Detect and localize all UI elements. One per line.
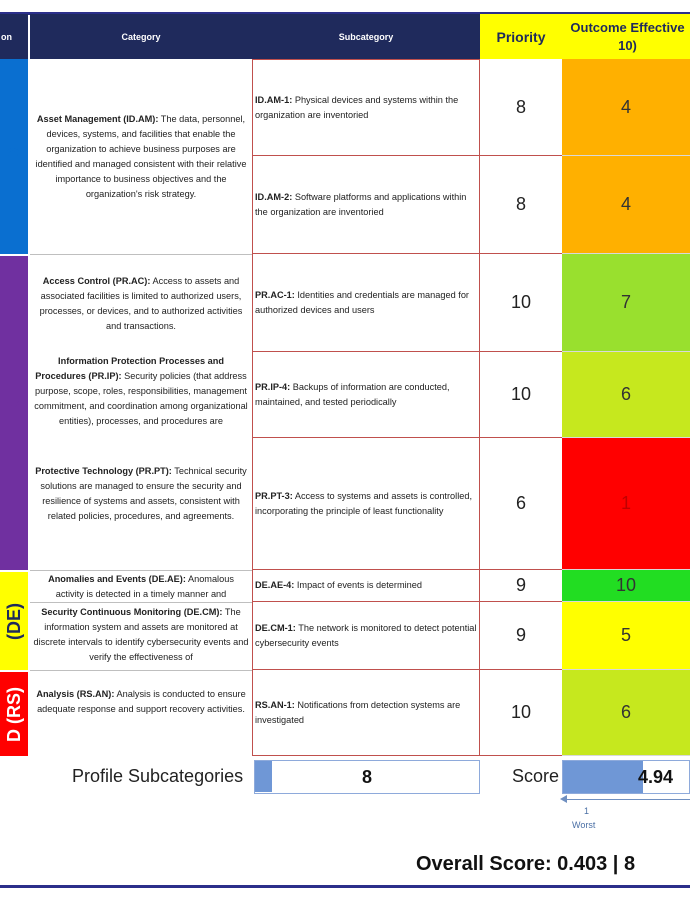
header-subcategory-label: Subcategory (338, 31, 394, 42)
subcategory-pr-ac-1 (252, 254, 480, 352)
category-de-cm (30, 603, 252, 670)
category-text: Analysis is conducted to ensure adequate response and support recovery activities. (37, 689, 246, 714)
subcategory-code: PR.AC-1: (255, 289, 295, 300)
category-text: Technical security solutions are managed to ensure the security and resilience of systems and assets, consistent with related policies, procedures, and agreements. (40, 466, 247, 521)
outcome-id-am-1 (562, 59, 690, 156)
outcome-value: 6 (620, 384, 631, 404)
header-priority (480, 14, 562, 59)
outcome-value: 4 (620, 96, 631, 117)
profile-subcategories-value (254, 760, 480, 794)
header-category (30, 14, 252, 59)
subcategory-pr-pt-3 (252, 438, 480, 570)
function-label-respond: D (RS) (3, 686, 24, 742)
category-pr-pt (30, 460, 252, 570)
header-outcome-label: Outcome Effective 10) (570, 19, 685, 53)
priority-pr-ip-4 (480, 352, 562, 438)
category-title: Analysis (RS.AN): (36, 689, 115, 699)
category-pr-ac (30, 256, 252, 352)
category-text: Security policies (that address purpose, scope, roles, responsibilities, management commitment, and coordination among organizational entities), processes, and procedures are (34, 371, 248, 426)
category-title: Asset Management (ID.AM): (36, 113, 159, 124)
subcategory-code: RS.AN-1: (255, 699, 295, 710)
subcategory-pr-ip-4 (252, 352, 480, 438)
scale-min: 1 (584, 806, 590, 816)
profile-value-text: 8 (361, 766, 372, 787)
priority-rs-an-1 (480, 670, 562, 756)
subcategory-code: DE.AE-4: (255, 580, 295, 590)
category-rs-an (30, 671, 252, 756)
scale-min-label: Worst (572, 820, 596, 830)
header-function (0, 14, 28, 59)
subcategory-rs-an-1 (252, 670, 480, 756)
outcome-value: 4 (620, 194, 631, 214)
subcategory-text: The network is monitored to detect potential cybersecurity events (255, 622, 477, 648)
priority-value: 10 (510, 384, 532, 404)
category-text: The information system and assets are monitored at discrete intervals to identify cybersecurity events and verify the effectiveness of (33, 607, 249, 662)
subcategory-text: Identities and credentials are managed for authorized devices and users (255, 289, 469, 315)
category-text: The data, personnel, devices, systems, and facilities that enable the organization to achieve business purposes are identified and managed consistent with their relative importance to business objectives and the organization's risk strategy. (35, 113, 247, 199)
outcome-rs-an-1 (562, 670, 690, 756)
subcategory-id-am-2 (252, 156, 480, 254)
outcome-de-cm-1 (562, 602, 690, 670)
function-label-detect: (DE) (3, 602, 24, 640)
subcategory-de-cm-1 (252, 602, 480, 670)
score-label: Score (512, 766, 560, 786)
scale-arrow-head-icon (560, 795, 567, 803)
header-outcome (562, 14, 690, 59)
function-label-protect: PR (3, 400, 24, 426)
row-divider (30, 254, 252, 255)
score-value-text: 4.94 (637, 766, 673, 787)
subcategory-text: Impact of events is determined (294, 580, 422, 590)
category-title: Protective Technology (PR.PT): (35, 466, 172, 476)
outcome-value: 5 (620, 625, 631, 645)
score-value (562, 760, 690, 794)
subcategory-text: Access to systems and assets is controlled, incorporating the principle of least functionality (255, 490, 473, 516)
outcome-de-ae-4 (562, 570, 690, 602)
scale-arrow (562, 799, 690, 800)
category-title: Anomalies and Events (DE.AE): (48, 573, 186, 584)
subcategory-code: PR.IP-4: (255, 381, 291, 392)
priority-pr-ac-1 (480, 254, 562, 352)
header-priority-label: Priority (496, 28, 546, 45)
overall-score: Overall Score: 0.403 | 8 (416, 853, 636, 875)
header-subcategory (252, 14, 480, 59)
subcategory-code: ID.AM-1: (255, 94, 293, 105)
outcome-value: 6 (620, 702, 631, 722)
subcategory-de-ae-4 (252, 570, 480, 602)
subcategory-text: Physical devices and systems within the organization are inventoried (255, 94, 459, 120)
priority-id-am-1 (480, 59, 562, 156)
outcome-value: 10 (615, 575, 637, 595)
subcategory-text: Notifications from detection systems are investigated (255, 699, 461, 725)
subcategory-text: Backups of information are conducted, maintained, and tested periodically (255, 381, 450, 407)
subcategory-text: Software platforms and applications within the organization are inventoried (255, 191, 467, 217)
profile-subcategories-label: Profile Subcategories (72, 766, 244, 786)
subcategory-code: DE.CM-1: (255, 622, 296, 633)
subcategory-code: PR.PT-3: (255, 490, 293, 501)
priority-value: 8 (515, 96, 526, 117)
category-title: Access Control (PR.AC): (42, 276, 151, 286)
category-de-ae (30, 571, 252, 602)
header-category-label: Category (121, 31, 161, 42)
outcome-id-am-2 (562, 156, 690, 254)
priority-de-cm-1 (480, 602, 562, 670)
subcategory-id-am-1 (252, 59, 480, 156)
priority-value: 10 (510, 292, 532, 312)
function-label-identify: ID (3, 147, 24, 166)
outcome-value: 1 (620, 493, 631, 513)
priority-value: 9 (515, 575, 526, 595)
priority-pr-pt-3 (480, 438, 562, 570)
category-title: Information Protection Processes and Procedures (PR.IP): (35, 356, 224, 381)
category-title: Security Continuous Monitoring (DE.CM): (41, 607, 223, 617)
header-function-label: on (1, 31, 12, 42)
priority-value: 6 (515, 493, 526, 513)
category-text: Access to assets and associated facilities is limited to authorized users, processes, or devices, and to authorized activities and transactions. (39, 276, 243, 331)
priority-value: 8 (515, 194, 526, 214)
priority-id-am-2 (480, 156, 562, 254)
outcome-pr-pt-3 (562, 438, 690, 570)
outcome-pr-ac-1 (562, 254, 690, 352)
category-pr-ip (30, 352, 252, 438)
category-id-am (30, 59, 252, 254)
priority-value: 9 (515, 625, 526, 645)
subcategory-code: ID.AM-2: (255, 191, 293, 202)
outcome-pr-ip-4 (562, 352, 690, 438)
priority-value: 10 (510, 702, 532, 722)
outcome-value: 7 (620, 292, 631, 312)
category-text: Anomalous activity is detected in a timely manner and (55, 573, 234, 599)
priority-de-ae-4 (480, 570, 562, 602)
